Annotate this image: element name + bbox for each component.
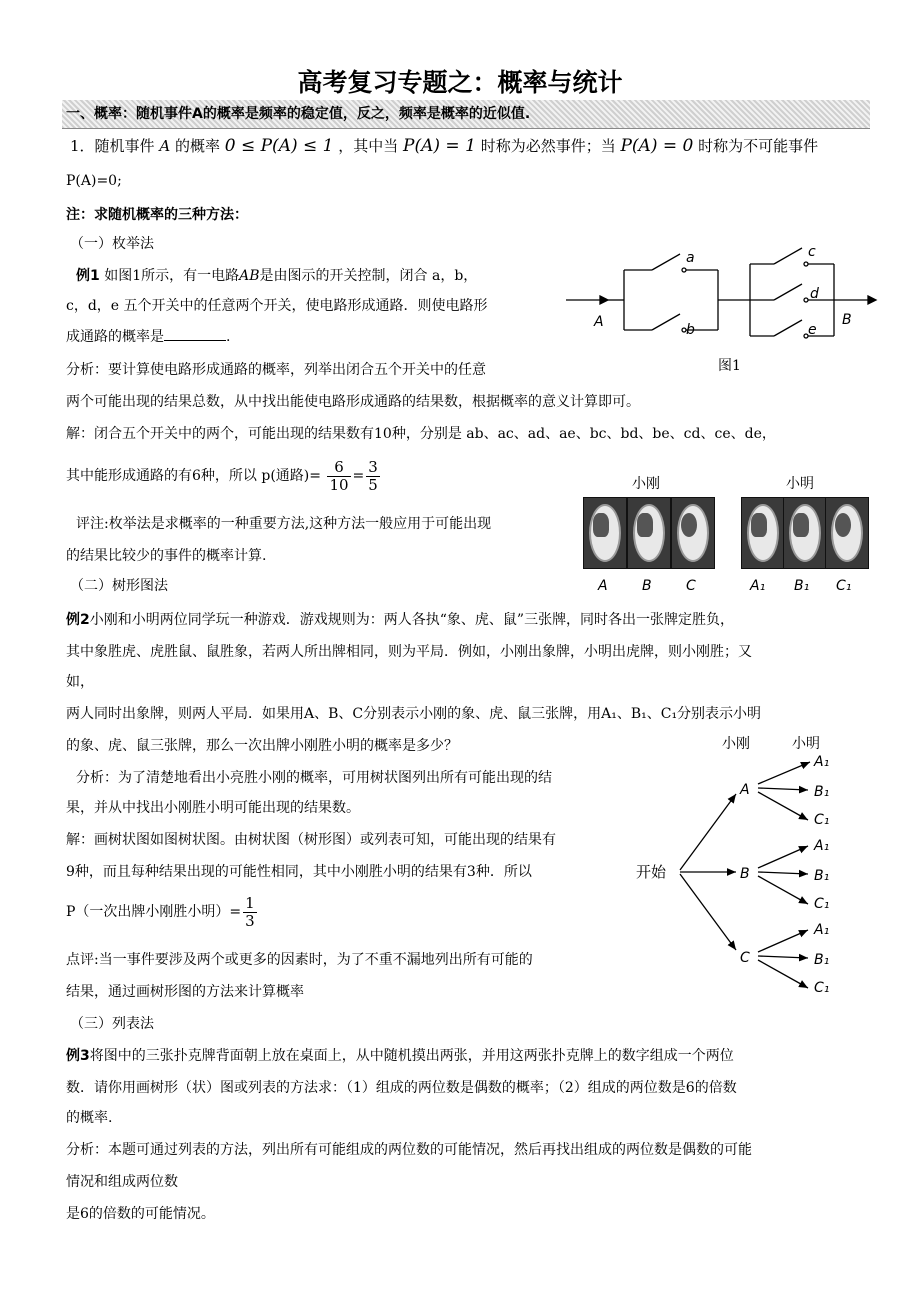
solution-1-line-2 <box>66 456 382 496</box>
solution-1-line-1: 解：闭合五个开关中的两个，可能出现的结果数有10种，分别是 ab、ac、ad、ae、bc、bd、be、cd、ce、de， <box>66 426 776 442</box>
card-mouse-c1 <box>825 497 869 569</box>
answer-blank <box>164 326 226 341</box>
tree-c-c1 <box>758 960 808 988</box>
solution-2-line-3 <box>66 892 259 932</box>
solution-2-text: P（一次出牌小刚胜小明）= <box>66 904 242 920</box>
card-elephant-a <box>583 497 627 569</box>
example-2-line-5: 的象、虎、鼠三张牌，那么一次出牌小刚胜小明的概率是多少？ <box>66 738 458 754</box>
example-1-line-2: c，d，e 五个开关中的任意两个开关，使电路形成通路．则使电路形 <box>66 298 488 314</box>
solution-1-text: 其中能形成通路的有6种，所以 p(通路)= <box>66 468 321 484</box>
example-2-line-2: 其中象胜虎、虎胜鼠、鼠胜象，若两人所出牌相同，则为平局．例如，小刚出象牌，小明出虎牌，则小刚胜；又 <box>66 644 752 660</box>
analysis-3-line-2: 情况和组成两位数 <box>66 1174 178 1190</box>
paragraph-1-cont: P(A)=0; <box>66 173 122 189</box>
tree-leaf-a-a1: A₁ <box>814 754 830 770</box>
paragraph-1 <box>70 136 818 156</box>
card-label-c1: C₁ <box>836 578 852 594</box>
fraction-3-5: $\frac{3}{5}$ <box>368 457 378 494</box>
example-3-line-2: 数．请你用画树形（状）图或列表的方法求：（1）组成的两位数是偶数的概率；（2）组成的两位数是6的倍数 <box>66 1080 737 1096</box>
solution-2-line-2: 9种，而且每种结果出现的可能性相同，其中小刚胜小明的结果有3种．所以 <box>66 864 532 880</box>
tree-node-b: B <box>740 866 750 882</box>
tree-leaf-c-a1: A₁ <box>814 922 830 938</box>
tree-b-b1 <box>758 872 808 874</box>
tree-a-b1 <box>758 788 808 790</box>
switch-label-e: e <box>808 322 817 338</box>
solution-2-line-1: 解：画树状图如图树状图。由树状图（树形图）或列表可知，可能出现的结果有 <box>66 832 556 848</box>
note-heading: 注：求随机概率的三种方法： <box>66 207 248 223</box>
example-3-line-1 <box>66 1046 734 1066</box>
example-1-line-1 <box>76 266 477 286</box>
card-label-a: A <box>598 578 608 594</box>
analysis-3-line-3: 是6的倍数的可能情况。 <box>66 1206 215 1222</box>
ex1-text1b: 是由图示的开关控制，闭合 a，b， <box>259 268 478 284</box>
card-mouse-c <box>671 497 715 569</box>
tree-branch-c <box>680 874 736 950</box>
analysis-2-line-1: 分析：为了清楚地看出小亮胜小刚的概率，可用树状图列出所有可能出现的结 <box>76 770 552 786</box>
p1-mid3: 时称为必然事件；当 <box>480 137 616 155</box>
tree-leaf-b-b1: B₁ <box>814 868 830 884</box>
terminal-label-b: B <box>842 312 852 328</box>
analysis-1-line-2: 两个可能出现的结果总数，从中找出能使电路形成通路的结果数，根据概率的意义计算即可。 <box>66 394 640 410</box>
example-2-line-3: 如， <box>66 674 94 690</box>
input-arrow-icon <box>600 296 608 304</box>
p1-suffix: 时称为不可能事件 <box>698 137 819 155</box>
tree-leaf-b-c1: C₁ <box>814 896 830 912</box>
cards-xiaoming-label: 小明 <box>786 476 814 492</box>
formula-range: 0 ≤ P(A) ≤ 1 <box>224 136 334 156</box>
ex1-text3-end: . <box>226 329 231 345</box>
tree-leaf-c-b1: B₁ <box>814 952 830 968</box>
tree-node-c: C <box>740 950 750 966</box>
tree-b-a1 <box>758 846 808 868</box>
card-label-c: C <box>686 578 696 594</box>
card-label-b1: B₁ <box>794 578 810 594</box>
analysis-3-line-1: 分析：本题可通过列表的方法，列出所有可能组成的两位数的可能情况，然后再找出组成的两位数是偶数的可能 <box>66 1142 752 1158</box>
tree-c-a1 <box>758 930 808 952</box>
tree-a-a1 <box>758 762 810 784</box>
comment-1-line-2: 的结果比较少的事件的概率计算. <box>66 548 267 564</box>
card-elephant-a1 <box>741 497 785 569</box>
switch-label-b: b <box>686 322 695 338</box>
switch-label-a: a <box>686 250 695 266</box>
formula-impossible: P(A) = 0 <box>620 136 694 156</box>
terminal-label-a: A <box>594 314 604 330</box>
page-title: 高考复习专题之：概率与统计 <box>297 68 623 97</box>
switch-label-c: c <box>808 244 816 260</box>
formula-certain: P(A) = 1 <box>403 136 476 156</box>
equals-sign: = <box>352 468 365 484</box>
example-2-line-1 <box>66 610 734 630</box>
example-1-line-3 <box>66 326 230 347</box>
fraction-6-10: $\frac{6}{10}$ <box>329 457 349 494</box>
comment-2-line-1: 点评:当一事件要涉及两个或更多的因素时，为了不重不漏地列出所有可能的 <box>66 952 533 968</box>
switch-d <box>774 284 802 300</box>
tree-node-a: A <box>740 782 750 798</box>
tree-leaf-c-c1: C₁ <box>814 980 830 996</box>
ex3-text1: 将图中的三张扑克牌背面朝上放在桌面上，从中随机摸出两张，并用这两张扑克牌上的数字组成一个两位 <box>89 1048 734 1064</box>
switch-c <box>774 248 802 264</box>
tree-header-xiaoming: 小明 <box>792 736 820 752</box>
figure-1-caption: 图1 <box>718 358 741 374</box>
example-1-label: 例1 <box>76 268 100 284</box>
example-2-line-4: 两人同时出象牌，则两人平局．如果用A、B、C分别表示小刚的象、虎、鼠三张牌，用A₁、B₁、C₁分别表示小明 <box>66 706 762 722</box>
method-1-heading: （一）枚举法 <box>70 236 154 252</box>
method-2-heading: （二）树形图法 <box>70 578 168 594</box>
comment-1-line-1: 评注:枚举法是求概率的一种重要方法,这种方法一般应用于可能出现 <box>76 516 492 532</box>
method-3-heading: （三）列表法 <box>70 1016 154 1032</box>
ex2-text1: 小刚和小明两位同学玩一种游戏．游戏规则为：两人各执“象、虎、鼠”三张牌，同时各出一张牌定胜负， <box>89 612 735 628</box>
p1-var-a: A <box>159 137 171 155</box>
section-header: 一、概率：随机事件A的概率是频率的稳定值，反之，频率是概率的近似值. <box>66 106 531 122</box>
tree-leaf-a-c1: C₁ <box>814 812 830 828</box>
tree-leaf-a-b1: B₁ <box>814 784 830 800</box>
card-label-b: B <box>642 578 652 594</box>
tree-start: 开始 <box>636 863 667 881</box>
switch-e <box>774 320 802 336</box>
card-label-a1: A₁ <box>750 578 766 594</box>
analysis-1-line-1: 分析：要计算使电路形成通路的概率，列举出闭合五个开关中的任意 <box>66 362 486 378</box>
switch-label-d: d <box>810 286 819 302</box>
output-arrow-icon <box>868 296 876 304</box>
tree-leaf-b-a1: A₁ <box>814 838 830 854</box>
p1-prefix: 1．随机事件 <box>70 137 155 155</box>
tree-a-c1 <box>758 792 808 820</box>
analysis-2-line-2: 果，并从中找出小刚胜小明可能出现的结果数。 <box>66 800 360 816</box>
p1-mid1: 的概率 <box>174 137 220 155</box>
p1-mid2: ，其中当 <box>338 137 399 155</box>
cards-xiaogang-label: 小刚 <box>632 476 660 492</box>
card-tiger-b1 <box>783 497 827 569</box>
tree-branch-a <box>680 794 736 870</box>
ex1-text3: 成通路的概率是 <box>66 329 164 345</box>
switch-a <box>652 254 680 270</box>
ex1-text1: 如图1所示，有一电路 <box>104 268 240 284</box>
card-tiger-b <box>627 497 671 569</box>
tree-header-xiaogang: 小刚 <box>722 736 750 752</box>
tree-c-b1 <box>758 956 808 958</box>
tree-b-c1 <box>758 876 808 904</box>
switch-b <box>652 314 680 330</box>
example-3-label: 例3 <box>66 1048 90 1064</box>
comment-2-line-2: 结果，通过画树形图的方法来计算概率 <box>66 984 304 1000</box>
ex1-ab: AB <box>239 268 260 284</box>
fraction-1-3: $\frac{1}{3}$ <box>245 893 255 930</box>
example-3-line-3: 的概率. <box>66 1110 113 1126</box>
example-2-label: 例2 <box>66 612 90 628</box>
